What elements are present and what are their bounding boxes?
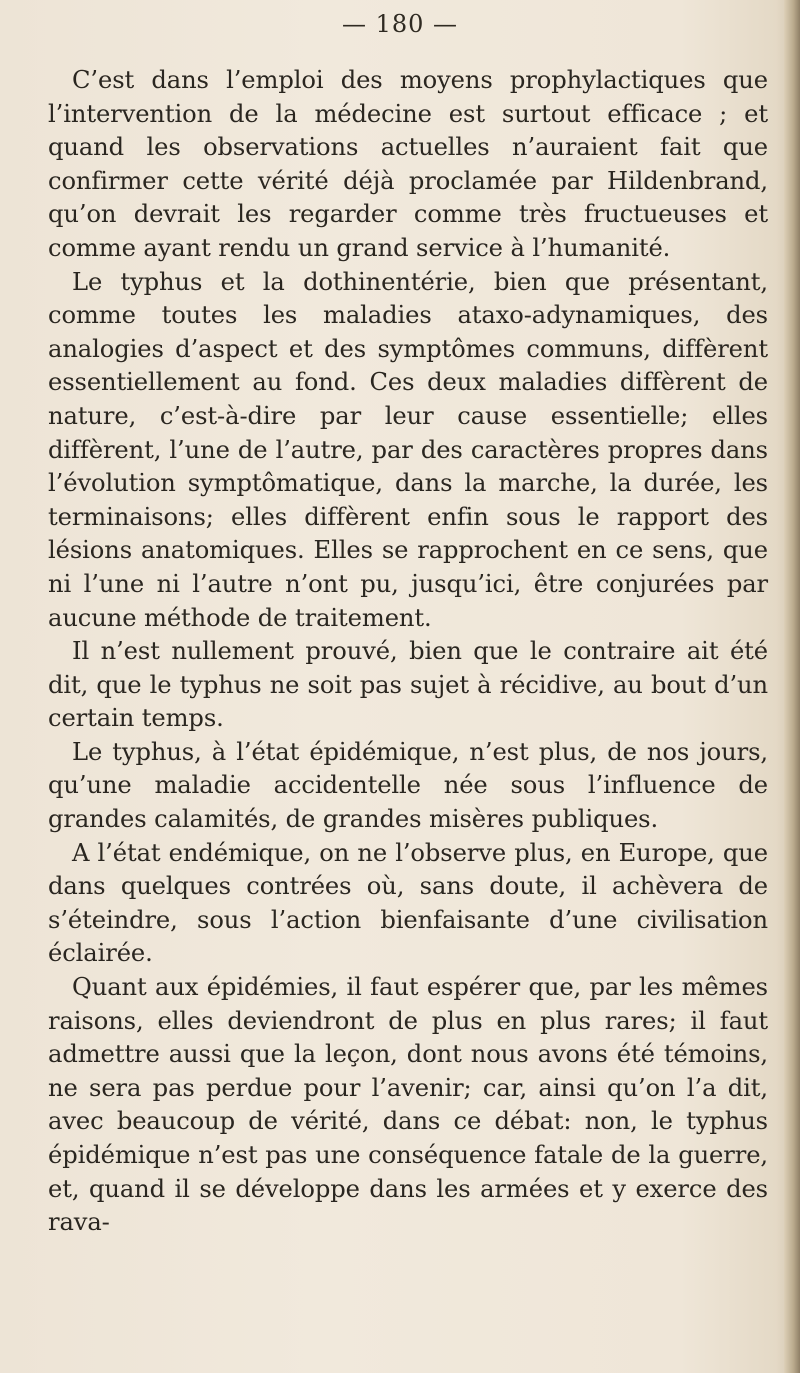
- paragraph-3: Il n’est nullement prouvé, bien que le contraire ait été dit, que le typhus ne soit pas sujet à récidive, au bout d’un certain temps.: [48, 637, 768, 733]
- body-text: [48, 64, 768, 1240]
- paragraph-6: Quant aux épidémies, il faut espérer que, par les mêmes raisons, elles deviendront de plus en plus rares; il faut admettre aussi que la leçon, dont nous avons été témoins, ne sera pas perdue pour l’avenir; car, ainsi qu’on l’a dit, avec beaucoup de vérité, dans ce débat: non, le typhus épidémique n’est pas une conséquence fatale de la guerre, et, quand il se développe dans les armées et y exerce des rava-: [48, 973, 768, 1237]
- page-binding-edge: [784, 0, 800, 1373]
- paragraph-2: Le typhus et la dothinentérie, bien que présentant, comme toutes les maladies ataxo-adynamiques, des analogies d’aspect et des symptômes communs, diffèrent essentiellement au fond. Ces deux maladies diffèrent de nature, c’est-à-dire par leur cause essentielle; elles diffèrent, l’une de l’autre, par des caractères propres dans l’évolution symptômatique, dans la marche, la durée, les terminaisons; elles diffèrent enfin sous le rapport des lésions anatomiques. Elles se rapprochent en ce sens, que ni l’une ni l’autre n’ont pu, jusqu’ici, être conjurées par aucune méthode de traitement.: [48, 267, 768, 632]
- page-number: — 180 —: [341, 10, 459, 38]
- paragraph-1: C’est dans l’emploi des moyens prophylactiques que l’intervention de la médecine est surtout efficace ; et quand les observations actuelles n’auraient fait que confirmer cette vérité déjà proclamée par Hildenbrand, qu’on devrait les regarder comme très fructueuses et comme ayant rendu un grand service à l’humanité.: [48, 66, 768, 262]
- paragraph-5: A l’état endémique, on ne l’observe plus, en Europe, que dans quelques contrées où, sans doute, il achèvera de s’éteindre, sous l’action bienfaisante d’une civilisation éclairée.: [48, 838, 768, 968]
- paragraph-4: Le typhus, à l’état épidémique, n’est plus, de nos jours, qu’une maladie accidentelle née sous l’influence de grandes calamités, de grandes misères publiques.: [48, 737, 768, 834]
